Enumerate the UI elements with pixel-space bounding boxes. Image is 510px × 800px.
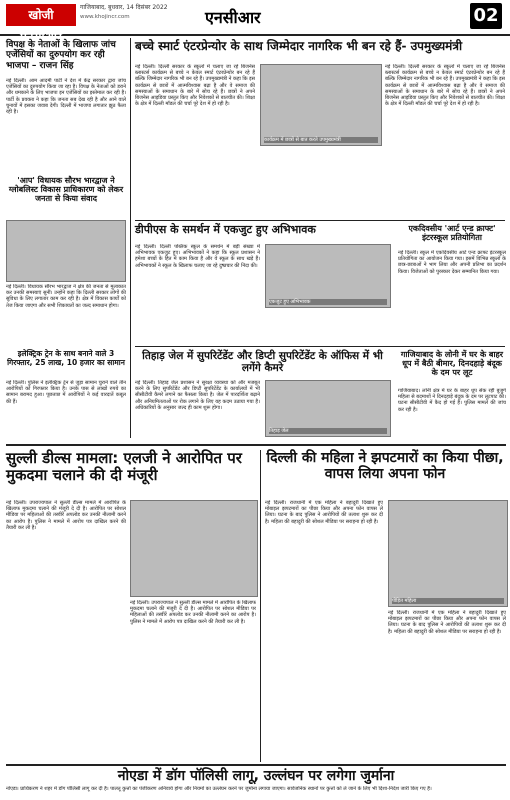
article-title-a7: गाजियाबाद के लोनी में घर के बाहर धूप में बैठी बीमार, दिनदहाड़े बंदूक के दम पर लूट (400, 350, 504, 378)
article-photo-a8 (130, 500, 258, 597)
lead-photo (260, 64, 382, 146)
article-body-a3: नई दिल्ली। पुलिस ने इलेक्ट्रिक ट्रेन से जुड़ा सामान चुराने वाले तीन आरोपियों को गिरफ्तार किया है। उनके पास से लाखों रुपये का सामान बरामद हुआ। पूछताछ में आरोपियों ने कई वारदातें कबूल की हैं। (6, 380, 126, 405)
article-body-a8-continued: नई दिल्ली। उपराज्यपाल ने सुल्ली डील्स मामले में आरोपित के खिलाफ मुकदमा चलाने की मंजूरी दे दी है। आरोपित पर सोशल मीडिया पर महिलाओं की तस्वीरें अपलोड कर उनकी नीलामी करने का आरोप है। पुलिस ने मामले में आरोप पत्र दाखिल करने की तैयारी कर ली है। (130, 600, 256, 625)
page-number: 02 (470, 3, 502, 29)
lead-headline: बच्चे स्मार्ट एंटरप्रेन्योर के साथ जिम्मेदार नागरिक भी बन रहे हैं- उपमुख्यमंत्री (135, 39, 463, 53)
article-photo-caption-a4: एकजुट हुए अभिभावक (269, 299, 387, 305)
article-photo-caption-a9: पीड़ित महिला (392, 598, 504, 604)
article-body-a2: नई दिल्ली। विधायक सौरभ भारद्वाज ने क्षेत्र की जनता से मुलाकात कर उनकी समस्याएं सुनीं। उन्होंने कहा कि दिल्ली सरकार लोगों की सुविधा के लिए लगातार काम कर रही है। क्षेत्र में विकास कार्यों को तेज किया जाएगा और सभी शिकायतों का जल्द समाधान होगा। (6, 284, 126, 309)
column-rule (260, 450, 261, 762)
article-body-a5: नई दिल्ली। स्कूल में एकदिवसीय आर्ट एन्ड क्राफ्ट इंटरस्कूल प्रतियोगिता का आयोजन किया गया। इसमें विभिन्न स्कूलों के छात्र-छात्राओं ने भाग लिया और अपनी प्रतिभा का प्रदर्शन किया। विजेताओं को पुरस्कार देकर सम्मानित किया गया। (398, 250, 506, 275)
article-body-a10: नोएडा। प्राधिकरण ने शहर में डॉग पॉलिसी लागू कर दी है। पालतू कुत्तों का पंजीकरण अनिवार्य होगा और नियमों का उल्लंघन करने पर जुर्माना लगाया जाएगा। सार्वजनिक स्थानों पर कुत्तों को ले जाने के लिए भी दिशा-निर्देश जारी किए गए हैं। (6, 786, 432, 792)
section-rule (6, 764, 506, 766)
dateline: गाजियाबाद, बुधवार, 14 दिसंबर 2022 (80, 4, 168, 11)
article-body-a9-continued: नई दिल्ली। राजधानी में एक महिला ने बहादुरी दिखाते हुए मोबाइल झपटमारों का पीछा किया और अपना फोन वापस ले लिया। घटना के बाद पुलिस ने आरोपियों की तलाश शुरू कर दी है। महिला की बहादुरी की सोशल मीडिया पर सराहना हो रही है। (388, 610, 506, 635)
lead-photo-caption: कार्यक्रम में छात्रों से बात करते उपमुख्यमंत्री (264, 137, 378, 143)
article-body-a1: नई दिल्ली। आम आदमी पार्टी ने देश में केंद्र सरकार द्वारा जांच एजेंसियों का दुरुपयोग किया जा रहा है। विपक्ष के नेताओं को डराने और धमकाने के लिए भाजपा इन एजेंसियों का इस्तेमाल कर रही है। पार्टी के प्रवक्ता ने कहा कि जनता सब देख रही है और आने वाले चुनावों में इसका जवाब देगी। दिल्ली में भाजपा लगातार झूठ फैला रही है। (6, 78, 126, 116)
article-body-a9: नई दिल्ली। राजधानी में एक महिला ने बहादुरी दिखाते हुए मोबाइल झपटमारों का पीछा किया और अपना फोन वापस ले लिया। घटना के बाद पुलिस ने आरोपियों की तलाश शुरू कर दी है। महिला की बहादुरी की सोशल मीडिया पर सराहना हो रही है। (265, 500, 383, 525)
article-title-a10: नोएडा में डॉग पॉलिसी लागू, उल्लंघन पर लगेगा जुर्माना (117, 768, 395, 784)
article-title-a5: एकदिवसीय 'आर्ट एन्ड क्राफ्ट' इंटरस्कूल प्रतियोगिता (408, 224, 496, 243)
article-title-a8: सुल्ली डील्स मामला: एलजी ने आरोपित पर मुकदमा चलाने की दी मंजूरी (6, 449, 242, 485)
article-title-a2: 'आप' विधायक सौरभ भारद्वाज ने ग्लोबलिस्ट विकास प्राधिकारण को लेकर जनता से किया संवाद (8, 176, 124, 204)
section-rule (135, 346, 505, 347)
article-body-a7: गाजियाबाद। लोनी क्षेत्र में घर के बाहर धूप सेंक रही बुजुर्ग महिला से बदमाशों ने दिनदहाड़े बंदूक के दम पर लूटपाट की। घटना सीसीटीवी में कैद हो गई है। पुलिस मामले की जांच कर रही है। (398, 388, 506, 413)
article-photo-a6 (265, 380, 391, 437)
article-body-a8: नई दिल्ली। उपराज्यपाल ने सुल्ली डील्स मामले में आरोपित के खिलाफ मुकदमा चलाने की मंजूरी दे दी है। आरोपित पर सोशल मीडिया पर महिलाओं की तस्वीरें अपलोड कर उनकी नीलामी करने का आरोप है। पुलिस ने मामले में आरोप पत्र दाखिल करने की तैयारी कर ली है। (6, 500, 126, 531)
article-photo-a2 (6, 220, 126, 282)
article-body-a4: नई दिल्ली। दिल्ली पब्लिक स्कूल के समर्थन में बड़ी संख्या में अभिभावक एकजुट हुए। अभिभावकों ने कहा कि स्कूल प्रशासन ने हमेशा बच्चों के हित में काम किया है और वे स्कूल के साथ खड़े हैं। अभिभावकों ने स्कूल के खिलाफ चलाए जा रहे दुष्प्रचार की निंदा की। (135, 244, 260, 269)
article-title-a6: तिहाड़ जेल में सुपरिटेंडेंट और डिप्टी सुपरिटेंडेंट के ऑफिस में भी लगेंगे कैमरे (142, 350, 383, 375)
newspaper-logo: खोजी एनसीआर (6, 4, 76, 26)
masthead (0, 0, 510, 44)
section-rule (135, 220, 505, 221)
article-photo-caption-a6: तिहाड़ जेल (269, 428, 387, 434)
section-title: एनसीआर (205, 8, 261, 27)
article-body-a6: नई दिल्ली। तिहाड़ जेल प्रशासन ने सुरक्षा व्यवस्था को और मजबूत करने के लिए सुपरिटेंडेंट और डिप्टी सुपरिटेंडेंट के कार्यालयों में भी सीसीटीवी कैमरे लगाने का फैसला किया है। जेल में पारदर्शिता बढ़ाने और अनियमितताओं पर रोक लगाने के लिए यह कदम उठाया गया है। अधिकारियों के अनुसार जल्द ही काम शुरू होगा। (135, 380, 260, 411)
column-rule (130, 38, 131, 438)
article-photo-a4 (265, 244, 391, 308)
lead-body-continued: नई दिल्ली। दिल्ली सरकार के स्कूलों में चलाए जा रहे बिजनेस ब्लास्टर्स कार्यक्रम से बच्चे न केवल स्मार्ट एंटरप्रेन्योर बन रहे हैं बल्कि जिम्मेदार नागरिक भी बन रहे हैं। उपमुख्यमंत्री ने कहा कि इस कार्यक्रम से छात्रों में आत्मविश्वास बढ़ा है और वे समाज की समस्याओं के समाधान के बारे में सोच रहे हैं। छात्रों ने अपने बिजनेस आइडिया प्रस्तुत किए और निवेशकों से बातचीत की। शिक्षा के क्षेत्र में दिल्ली मॉडल की चर्चा पूरे देश में हो रही है। (385, 64, 505, 108)
website-line: www.khojincr.com (80, 14, 130, 20)
article-photo-a9 (388, 500, 508, 607)
section-rule (6, 444, 506, 446)
article-title-a3: इलेक्ट्रिक ट्रेन के साथ बनाने वाले 3 गिरफ्तार, 25 लाख, 10 हजार का सामान (7, 349, 125, 367)
lead-body: नई दिल्ली। दिल्ली सरकार के स्कूलों में चलाए जा रहे बिजनेस ब्लास्टर्स कार्यक्रम से बच्चे न केवल स्मार्ट एंटरप्रेन्योर बन रहे हैं बल्कि जिम्मेदार नागरिक भी बन रहे हैं। उपमुख्यमंत्री ने कहा कि इस कार्यक्रम से छात्रों में आत्मविश्वास बढ़ा है और वे समाज की समस्याओं के समाधान के बारे में सोच रहे हैं। छात्रों ने अपने बिजनेस आइडिया प्रस्तुत किए और निवेशकों से बातचीत की। शिक्षा के क्षेत्र में दिल्ली मॉडल की चर्चा पूरे देश में हो रही है। (135, 64, 255, 108)
article-title-a4: डीपीएस के समर्थन में एकजुट हुए अभिभावक (135, 223, 316, 236)
article-title-a1: विपक्ष के नेताओं के खिलाफ जांच एजेंसियों का दुरुपयोग कर रही भाजपा – राजन सिंह (6, 40, 116, 71)
article-title-a9: दिल्ली की महिला ने झपटमारों का किया पीछा, वापस लिया अपना फोन (266, 450, 504, 483)
